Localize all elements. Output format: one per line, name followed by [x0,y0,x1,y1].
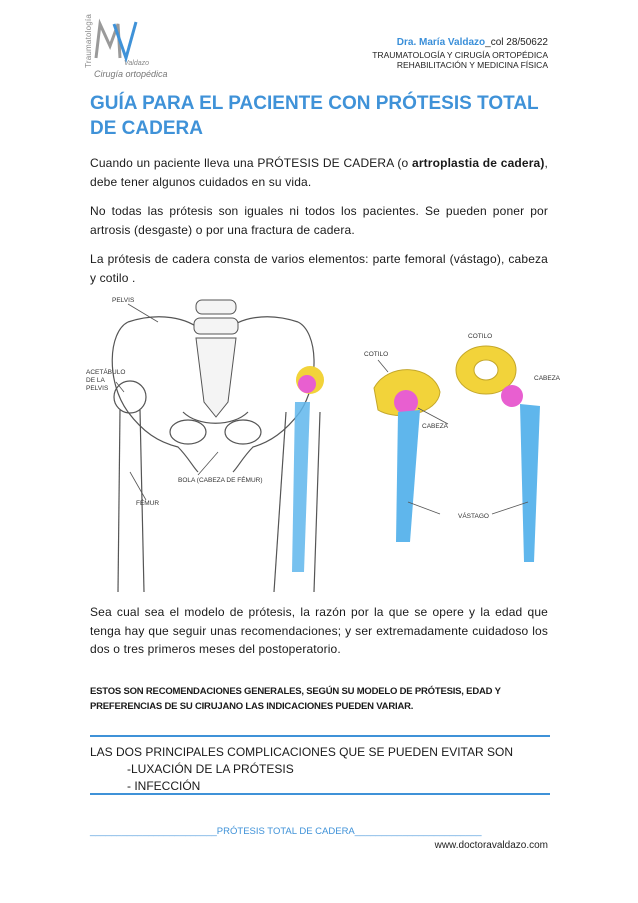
footer-title-line: ________________________PRÓTESIS TOTAL DE CADERA________________________ [90,826,482,837]
collegiate-number: _col 28/50622 [485,37,548,48]
complication-item-luxation: -LUXACIÓN DE LA PRÓTESIS [127,761,294,776]
femur-right-drawing [274,366,324,592]
label-cotilo-2: COTILO [468,333,493,340]
divider-top [90,735,550,737]
divider-bottom [90,793,550,795]
logo-sub-name: Valdazo [124,60,150,67]
prosthesis-exploded-drawing [456,346,540,562]
doctor-header [372,37,548,71]
label-femur: FÉMUR [136,500,160,507]
label-cabeza-1: CABEZA [422,423,449,430]
types-paragraph: No todas las prótesis son iguales ni todos los pacientes. Se pueden poner por artrosis (desgaste) o por una fractura de cadera. [90,204,548,237]
footer-website: www.doctoravaldazo.com [434,840,548,851]
prosthesis-assembled-drawing [374,370,440,542]
label-cotilo-1: COTILO [364,351,389,358]
recommendations-paragraph: Sea cual sea el modelo de prótesis, la razón por la que se opere y la edad que tenga hay que seguir unas recomendaciones; y ser extremadamente cuidadoso los dos o tres primeros meses del postoperatorio. [90,605,548,657]
label-acetabulo-3: PELVIS [86,385,109,392]
complication-item-infection: - INFECCIÓN [127,778,201,793]
clinic-logo [84,12,174,82]
specialty-line-1: TRAUMATOLOGÍA Y CIRUGÍA ORTOPÉDICA [372,49,548,60]
logo-vertical-text: Traumatología [84,14,93,68]
label-pelvis: PELVIS [112,297,135,304]
doctor-name-line [372,37,548,50]
complications-heading: LAS DOS PRINCIPALES COMPLICACIONES QUE SE PUEDEN EVITAR SON [90,745,513,759]
intro-text-bold: artroplastia de cadera) [412,156,545,170]
page-title: GUÍA PARA EL PACIENTE CON PRÓTESIS TOTAL DE CADERA [90,93,539,139]
intro-text-c: , debe tener algunos cuidados en su vida. [90,156,548,189]
doctor-name: Dra. María Valdazo [396,37,486,48]
label-acetabulo-2: DE LA [86,377,105,384]
intro-paragraph [90,154,548,191]
mv-monogram-icon [94,18,138,62]
femur-left-drawing [114,381,146,592]
logo-sub-text: Cirugía ortopédica [94,69,168,79]
spine-drawing [194,300,238,417]
intro-text-a: Cuando un paciente lleva una PRÓTESIS DE CADERA (o [90,156,412,170]
label-acetabulo-1: ACETÁBULO [86,369,126,376]
general-recommendations-note: ESTOS SON RECOMENDACIONES GENERALES, SEGÚN SU MODELO DE PRÓTESIS, EDAD Y PREFERENCIAS DE SU CIRUJANO LAS INDICACIONES PUEDEN VARIAR. [90,686,501,713]
label-vastago: VÁSTAGO [458,513,489,520]
hip-prosthesis-illustration [86,292,561,592]
label-cabeza-2: CABEZA [534,375,561,382]
components-paragraph: La prótesis de cadera consta de varios elementos: parte femoral (vástago), cabeza y cotilo . [90,252,548,285]
complications-section [90,744,513,794]
label-bola: BOLA (CABEZA DE FÉMUR) [178,477,263,484]
specialty-line-2: REHABILITACIÓN Y MEDICINA FÍSICA [396,60,548,71]
